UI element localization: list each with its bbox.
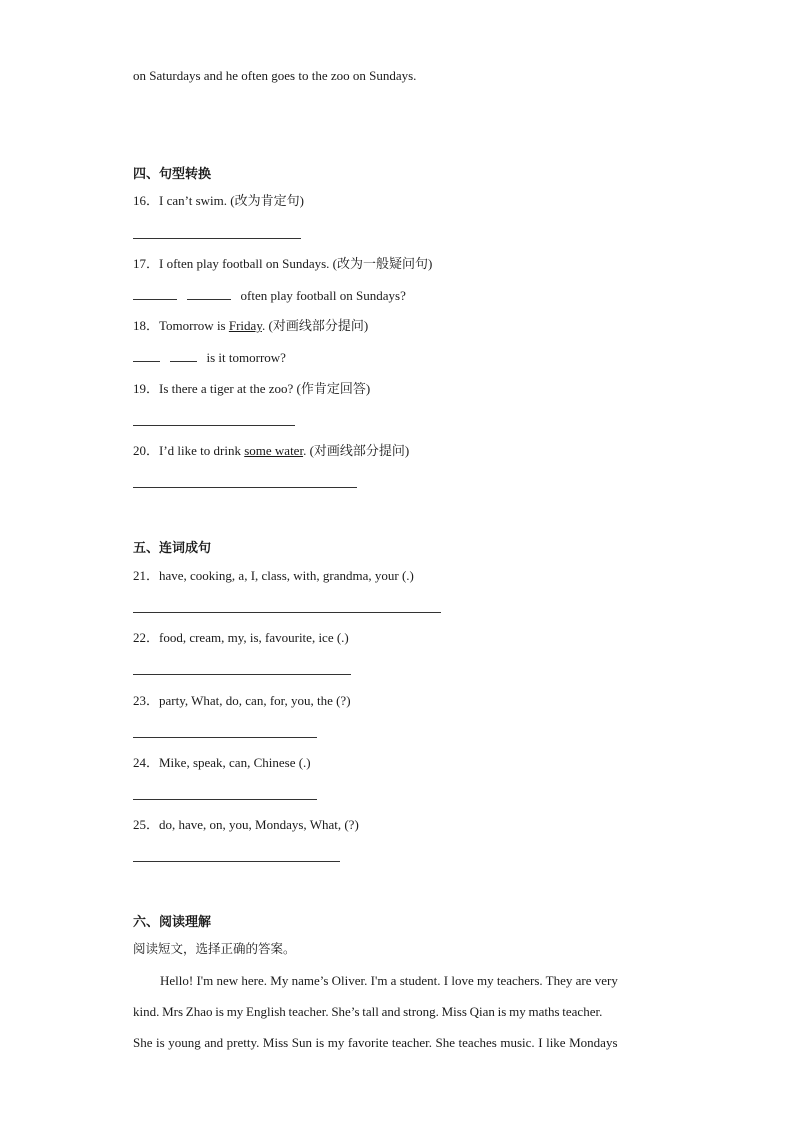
reading-paragraph-line-2: kind. Mrs Zhao is my English teacher. She’s tall and strong. Miss Qian is my maths teacher. — [133, 1004, 603, 1019]
answer-blank-18b[interactable] — [170, 349, 197, 362]
question-20-underlined: some water — [244, 443, 304, 458]
answer-blank-20[interactable] — [133, 487, 357, 488]
answer-17-tail: often play football on Sundays? — [240, 288, 406, 303]
question-24: 24．Mike, speak, can, Chinese (.) — [133, 755, 311, 770]
reading-paragraph-line-1: Hello! I'm new here. My name’s Oliver. I'm a student. I love my teachers. They are very — [160, 973, 618, 988]
question-18-pre: 18．Tomorrow is — [133, 318, 229, 333]
question-23: 23．party, What, do, can, for, you, the (?) — [133, 693, 351, 708]
question-19: 19．Is there a tiger at the zoo? (作肯定回答) — [133, 381, 371, 396]
question-20-pre: 20．I’d like to drink — [133, 443, 245, 458]
continued-sentence: on Saturdays and he often goes to the zoo on Sundays. — [133, 68, 417, 83]
question-25: 25．do, have, on, you, Mondays, What, (?) — [133, 817, 359, 832]
answer-blank-23[interactable] — [133, 737, 317, 738]
question-20 — [133, 443, 409, 459]
section-5-heading: 五、连词成句 — [133, 541, 212, 556]
question-17: 17．I often play football on Sundays. (改为一般疑问句) — [133, 256, 433, 271]
reading-paragraph-line-3: She is young and pretty. Miss Sun is my favorite teacher. She teaches music. I like Mondays — [133, 1035, 618, 1050]
answer-blank-19[interactable] — [133, 425, 295, 426]
answer-line-18 — [133, 349, 286, 366]
answer-blank-16[interactable] — [133, 238, 301, 239]
question-16: 16．I can’t swim. (改为肯定句) — [133, 193, 304, 208]
section-4-heading: 四、句型转换 — [133, 167, 212, 182]
question-18-underlined: Friday — [228, 318, 262, 333]
answer-blank-18a[interactable] — [133, 349, 160, 362]
question-18-post: . (对画线部分提问) — [261, 318, 369, 333]
answer-blank-17b[interactable] — [187, 287, 231, 300]
section-6-heading: 六、阅读理解 — [133, 915, 212, 930]
question-20-post: . (对画线部分提问) — [303, 443, 410, 458]
answer-blank-17a[interactable] — [133, 287, 177, 300]
answer-blank-25[interactable] — [133, 861, 340, 862]
reading-instruction: 阅读短文，选择正确的答案。 — [133, 941, 296, 956]
answer-blank-24[interactable] — [133, 799, 317, 800]
answer-blank-21[interactable] — [133, 612, 441, 613]
question-18 — [133, 318, 368, 334]
question-21: 21．have, cooking, a, I, class, with, grandma, your (.) — [133, 568, 414, 583]
answer-18-tail: is it tomorrow? — [206, 350, 286, 365]
question-22: 22．food, cream, my, is, favourite, ice (.) — [133, 630, 349, 645]
answer-blank-22[interactable] — [133, 674, 351, 675]
answer-line-17 — [133, 287, 406, 304]
